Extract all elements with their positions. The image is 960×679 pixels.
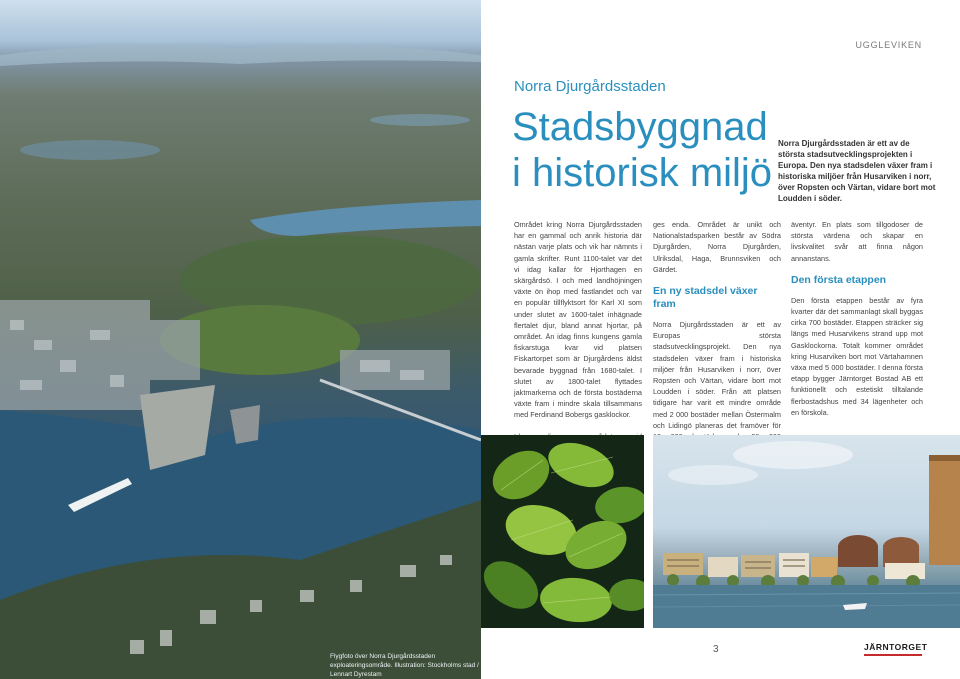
leaves-photo-illustration [481, 435, 644, 628]
architectural-render-illustration [653, 435, 960, 628]
col1-paragraph-1: Området kring Norra Djurgårdsstaden har en gammal och anrik historia där nästan varje plats och vik har nämnts i gamla skrifter. Runt 1100-talet var det vi idag kallar för Hjorthagen en skärgårdsö. I och med landhöjningen växte ön ihop med fastlandet och var en populär tillflyktsort för Karl XI som under slutet av 1600-talet inhägnade flertalet djur, bland annat hjortar, på området. Än idag finns kungens gamla fiskarstuga kvar vid platsen Fiskartorpet som är Djurgårdens äldst bevarade byggnad från 1680-talet. I slutet av 1800-talet flyttades jaktmarkerna och de första bostäderna växte fram i mindre skala tillsammans med Ferdinand Bobergs gasklockor. [514, 220, 642, 420]
running-head: UGGLEVIKEN [855, 40, 922, 50]
leaves-photo [481, 435, 644, 628]
col3-paragraph-2: Den första etappen består av fyra kvarter där det sammanlagt skall byggas cirka 700 bostäder. Etappen sträcker sig längs med Husarvikens strand upp mot Gasklockorna. Totalt kommer området kring Husarviken bort mot Värtahamnen växa med 5 000 bostäder. I denna första etapp bygger Järntorget Bostad AB ett funktionellt och estetiskt tilltalande flerbostadshus med 34 lägenheter och en förskola. [791, 295, 923, 417]
subhead-new-district: En ny stadsdel växer fram [653, 285, 758, 311]
architectural-render [653, 435, 960, 628]
col3-paragraph-1: äventyr. En plats som tillgodoser de största värdena och skapar en livskvalitet svår att finna någon annanstans. [791, 220, 923, 263]
headline-line-1: Stadsbyggnad [512, 105, 768, 149]
page-number: 3 [713, 644, 719, 655]
subhead-first-stage: Den första etappen [791, 273, 887, 286]
col2-paragraph-1: ges enda. Området är unikt och Nationalstadsparken består av Södra Djurgården, Norra Djurgården, Ulriksdal, Haga, Brunnsviken och Gärdet. [653, 220, 781, 274]
lead-paragraph: Norra Djurgårdsstaden är ett av de största stadsutvecklingsprojekten i Europa. Den nya stadsdelen växer fram i historiska miljöer från Husarviken i norr, över Ropsten och Värtan, vidare bort mot Loudden i söder. [778, 139, 936, 203]
logo-wordmark: JÄRNTORGET [864, 642, 928, 652]
photo-caption: Flygfoto över Norra Djurgårdsstaden exploateringsområde. Illustration: Stockholms stad / Lennart Dyrestam [330, 653, 479, 678]
body-column-3 [791, 219, 923, 428]
kicker: Norra Djurgårdsstaden [514, 78, 666, 95]
logo-underline [864, 654, 922, 656]
jarntorget-logo [864, 642, 928, 656]
headline [512, 104, 772, 196]
col2-paragraph-2: Norra Djurgårdsstaden är ett av Europas största stadsutvecklingsprojekt. Den nya stadsdelen växer fram i historiska miljöer från Husarviken i norr, över Ropsten och Värtan, vidare bort mot Loudden i söder. Från att platsen tidigare har varit ett mindre område med 2 000 bostäder mellan Östermalm och Lidingö planeras det framöver för [653, 320, 781, 430]
headline-line-2: i historisk miljö [512, 151, 773, 195]
